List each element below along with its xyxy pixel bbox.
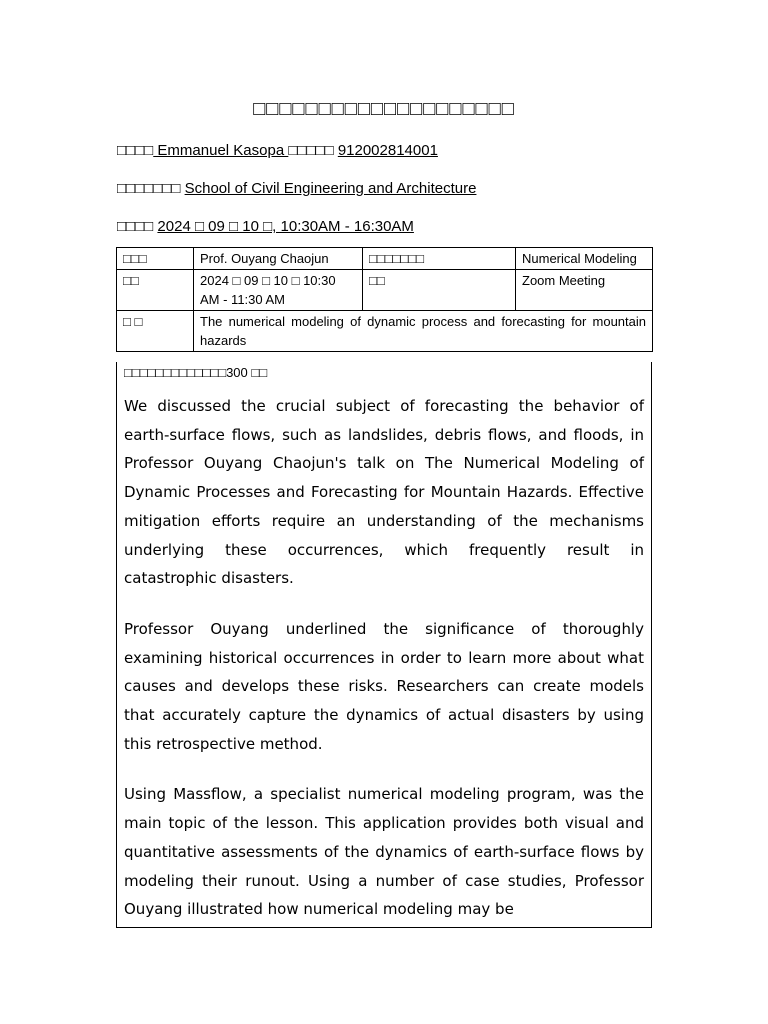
lecture-info-table [116,247,653,352]
time-info-line [117,218,414,235]
student-id-label: □□□□□ [288,142,334,159]
speaker-value-cell: Prof. Ouyang Chaojun [194,248,363,270]
table-row [117,270,653,311]
school-value: School of Civil Engineering and Architecture [184,180,477,197]
field-value-cell: Numerical Modeling [516,248,653,270]
summary-paragraph: We discussed the crucial subject of forecasting the behavior of earth-surface flows, such as landslides, debris flows, and floods, in Professor Ouyang Chaojun's talk on The Numerical Modeling of Dynamic Processes and Forecasting for Mountain Hazards. Effective mitigation efforts require an understanding of the mechanisms underlying these occurrences, which frequently result in catastrophic disasters. [124,397,644,588]
school-info-line [117,180,476,197]
topic-label-cell: □ □ [117,311,194,352]
table-row [117,311,653,352]
date-label-cell: □□ [117,270,194,311]
student-id-value: 912002814001 [337,142,438,159]
student-name-label: □□□□ [117,142,154,159]
page-title: □□□□□□□□□□□□□□□□□□□□ [253,98,515,120]
summary-paragraph: Using Massflow, a specialist numerical modeling program, was the main topic of the lesson. This application provides both visual and quantitative assessments of the dynamics of earth-surface flows by modeling their runout. Using a number of case studies, Professor Ouyang illustrated how numerical modeling may be [124,785,644,919]
time-value: 2024 □ 09 □ 10 □, 10:30AM - 16:30AM [157,218,414,235]
summary-body [117,382,651,924]
topic-value-cell: The numerical modeling of dynamic process and forecasting for mountain hazards [194,311,653,352]
table-row [117,248,653,270]
place-label-cell: □□ [363,270,516,311]
date-value-cell: 2024 □ 09 □ 10 □ 10:30 AM - 11:30 AM [194,270,363,311]
summary-heading: □□□□□□□□□□□□□300 □□ [124,365,268,380]
summary-section [116,362,652,928]
field-label-cell: □□□□□□□ [363,248,516,270]
time-label: □□□□ [117,218,154,235]
speaker-label-cell: □□□ [117,248,194,270]
student-info-line [117,142,438,159]
place-value-cell: Zoom Meeting [516,270,653,311]
student-name-value: Emmanuel Kasopa [153,142,289,159]
school-label: □□□□□□□ [117,180,181,197]
summary-paragraph: Professor Ouyang underlined the significance of thoroughly examining historical occurrences in order to learn more about what causes and develops these risks. Researchers can create models that accurately capture the dynamics of actual disasters by using this retrospective method. [124,619,644,753]
